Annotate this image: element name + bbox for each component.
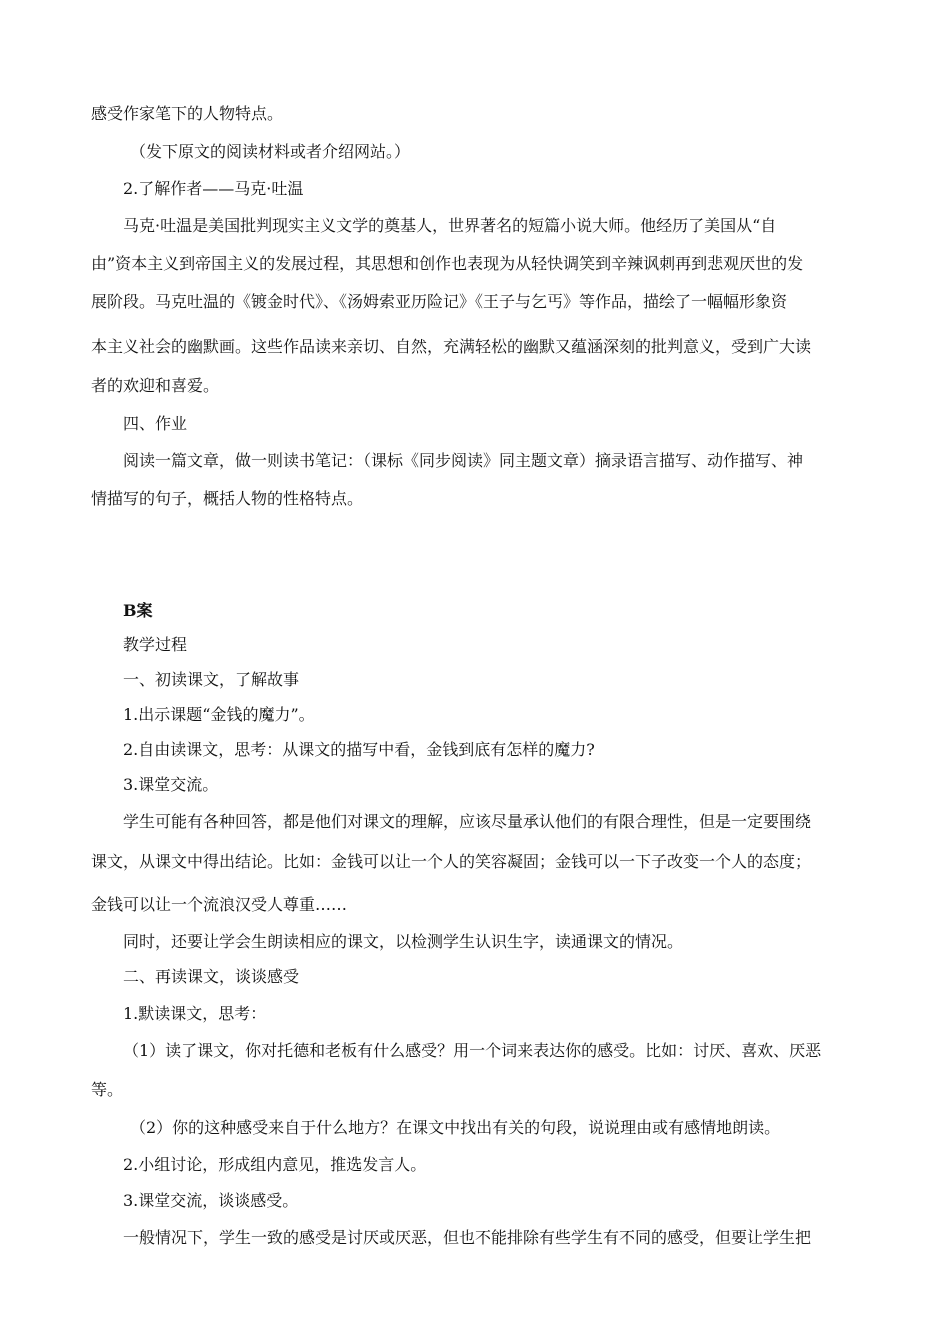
section-heading: 一、初读课文，了解故事 (123, 670, 300, 689)
text-line: 2.了解作者——马克·吐温 (123, 179, 304, 198)
section-heading: 四、作业 (123, 414, 188, 433)
text-line: 同时，还要让学会生朗读相应的课文，以检测学生认识生字，读通课文的情况。 (123, 932, 684, 951)
section-heading: 二、再读课文，谈谈感受 (123, 967, 300, 986)
text-line: 3.课堂交流，谈谈感受。 (123, 1191, 299, 1210)
text-line: 情描写的句子，概括人物的性格特点。 (91, 489, 364, 508)
text-line: 马克·吐温是美国批判现实主义文学的奠基人，世界著名的短篇小说大师。他经历了美国从“自 (123, 216, 777, 235)
text-line: 者的欢迎和喜爱。 (91, 376, 220, 395)
text-line: 学生可能有各种回答，都是他们对课文的理解，应该尽量承认他们的有限合理性，但是一定要围绕 (123, 812, 812, 831)
text-line: 感受作家笔下的人物特点。 (91, 104, 284, 123)
text-line: 展阶段。马克吐温的《镀金时代》、《汤姆索亚历险记》《王子与乞丐》等作品，描绘了一幅幅形象资 (91, 292, 788, 311)
text-line: 教学过程 (123, 635, 188, 654)
text-line: 金钱可以让一个流浪汉受人尊重…… (91, 895, 348, 914)
text-line: 本主义社会的幽默画。这些作品读来亲切、自然，充满轻松的幽默又蕴涵深刻的批判意义，受到广大读 (91, 337, 812, 356)
plan-b-heading: B案 (123, 601, 153, 620)
text-line: 2.小组讨论，形成组内意见，推选发言人。 (123, 1155, 427, 1174)
text-line: （1）读了课文，你对托德和老板有什么感受？用一个词来表达你的感受。比如：讨厌、喜欢、厌恶 (123, 1041, 822, 1060)
text-line: 课文，从课文中得出结论。比如：金钱可以让一个人的笑容凝固；金钱可以一下子改变一个人的态度； (91, 852, 812, 871)
text-line: 等。 (91, 1080, 124, 1099)
text-line: 由”资本主义到帝国主义的发展过程，其思想和创作也表现为从轻快调笑到辛辣讽刺再到悲观厌世的发 (91, 254, 804, 273)
text-line: 3.课堂交流。 (123, 775, 219, 794)
text-line: （2）你的这种感受来自于什么地方？在课文中找出有关的句段，说说理由或有感情地朗读。 (130, 1118, 781, 1137)
text-line: （发下原文的阅读材料或者介绍网站。） (130, 142, 411, 161)
text-line: 2.自由读课文，思考：从课文的描写中看，金钱到底有怎样的魔力? (123, 740, 595, 759)
text-line: 1.出示课题“金钱的魔力”。 (123, 705, 315, 724)
text-line: 阅读一篇文章，做一则读书笔记：（课标《同步阅读》同主题文章）摘录语言描写、动作描写、神 (123, 451, 804, 470)
text-line: 1.默读课文，思考： (123, 1004, 267, 1023)
text-line: 一般情况下，学生一致的感受是讨厌或厌恶，但也不能排除有些学生有不同的感受，但要让学生把 (123, 1228, 812, 1247)
